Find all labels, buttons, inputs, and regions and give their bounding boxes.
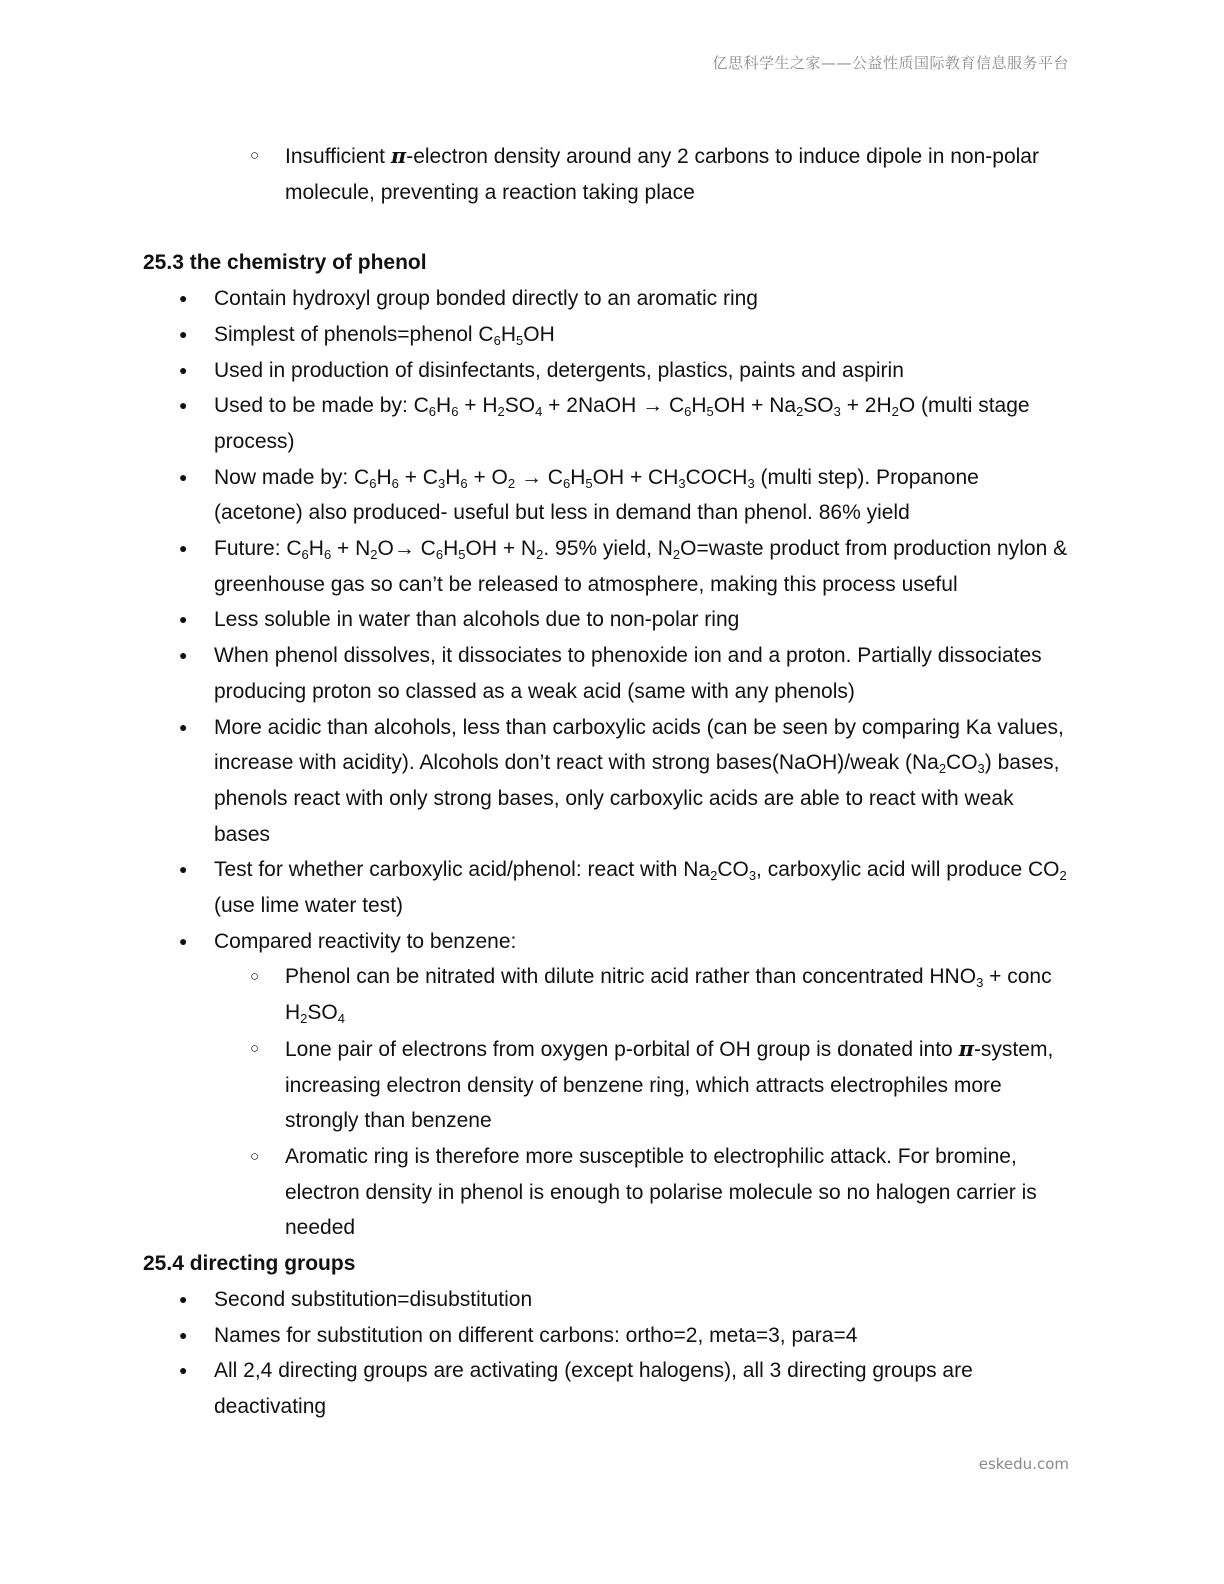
sub-list-item: ○ Phenol can be nitrated with dilute nitric acid rather than concentrated $HNO_3$ + conc $H_2SO_4$ [143, 959, 1073, 1030]
list-item: ● More acidic than alcohols, less than carboxylic acids (can be seen by comparing Ka values, increase with acidity). Alcohols don’t react with strong bases(NaOH)/weak $(Na_2CO_3)$ bases, phenols react with only strong bases, only carboxylic acids are able to react with weak bases [143, 710, 1073, 853]
pi-symbol: π [390, 143, 407, 168]
list-item: ● When phenol dissolves, it dissociates to phenoxide ion and a proton. Partially dissociates producing proton so classed as a weak acid (same with any phenols) [143, 638, 1073, 709]
list-item: ● Simplest of phenols=phenol $C_6H_5OH$ [143, 317, 1073, 353]
sub-list-item: ○ Lone pair of electrons from oxygen p-orbital of OH group is donated into π-system, increasing electron density of benzene ring, which attracts electrophiles more strongly than benzene [143, 1031, 1073, 1139]
list-item: ● Used in production of disinfectants, detergents, plastics, paints and aspirin [143, 353, 1073, 389]
list-item: ● Compared reactivity to benzene: [143, 924, 1073, 960]
list-item: ● Second substitution=disubstitution [143, 1282, 1073, 1318]
list-item: ● All 2,4 directing groups are activating (except halogens), all 3 directing groups are deactivating [143, 1353, 1073, 1424]
list-item: ● Less soluble in water than alcohols due to non-polar ring [143, 602, 1073, 638]
list-item: ● Names for substitution on different carbons: ortho=2, meta=3, para=4 [143, 1318, 1073, 1354]
page-footer: eskedu.com [978, 1455, 1069, 1473]
pi-symbol: π [958, 1035, 974, 1061]
section-heading-directing-groups: 25.4 directing groups [143, 1252, 356, 1276]
list-item: ● Future: $C_6H_6 + N_2O\to C_6H_5OH + N_2$. 95% yield, $N_2O=waste$ product from production nylon & greenhouse gas so can’t be released to atmosphere, making this process useful [143, 531, 1073, 602]
page-header: 亿思科学生之家——公益性质国际教育信息服务平台 [712, 54, 1069, 72]
list-item: ● Contain hydroxyl group bonded directly to an aromatic ring [143, 281, 1073, 317]
section-heading-phenol: 25.3 the chemistry of phenol [143, 251, 427, 275]
sub-list-item: ○ Aromatic ring is therefore more susceptible to electrophilic attack. For bromine, electron density in phenol is enough to polarise molecule so no halogen carrier is needed [143, 1139, 1073, 1246]
list-item: ● Test for whether carboxylic acid/phenol: react with $Na_2CO_3$, carboxylic acid will produce $CO_2$ (use lime water test) [143, 852, 1073, 923]
list-item: ● Used to be made by: $C_6H_6 + H_2SO_4$ + 2NaOH → $C_6H_5OH + Na_2SO_3 + 2H_2O$ (multi stage process) [143, 388, 1073, 459]
document-body [143, 138, 1073, 1425]
list-item: ● Now made by: $C_6H_6 + C_3H_6 + O_2 \to C_6H_5OH$ + $CH_3COCH_3$ (multi step). Propanone (acetone) also produced- useful but less in demand than phenol. 86% yield [143, 460, 1073, 531]
list-item-carryover: ○ Insufficient π-electron density around any 2 carbons to induce dipole in non-polar molecule, preventing a reaction taking place [143, 138, 1073, 210]
